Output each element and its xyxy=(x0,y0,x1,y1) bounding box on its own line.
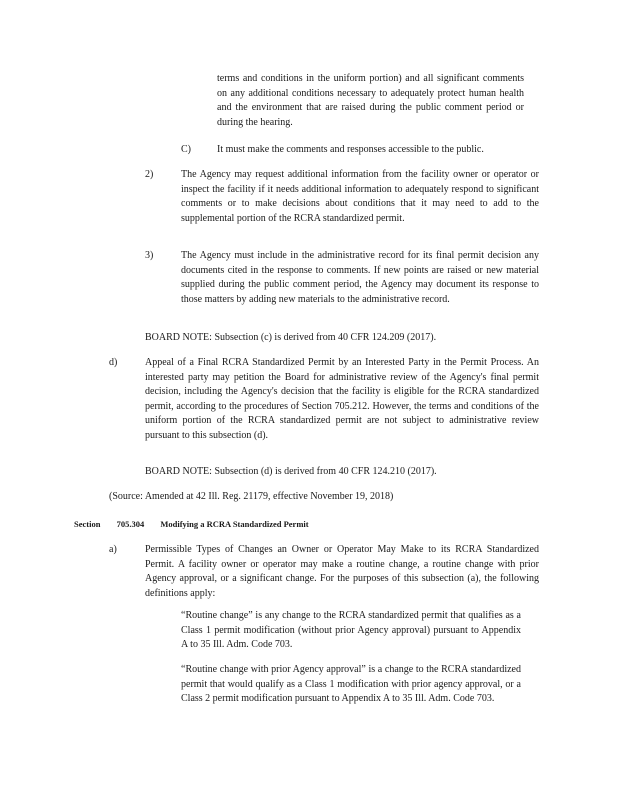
paragraph-continuation: terms and conditions in the uniform portion) and all significant comments on any additional conditions necessary to adequately protect human health and the environment that are raised during the public comment period or during the hearing. xyxy=(217,73,524,128)
definition-routine-change: “Routine change” is any change to the RCRA standardized permit that qualifies as a Class 1 permit modification (without prior Agency approval) pursuant to Appendix A to 35 Ill. Adm. Code 703. xyxy=(181,610,521,651)
definition-routine-change-prior-approval: “Routine change with prior Agency approval” is a change to the RCRA standardized permit that would qualify as a Class 1 modification with prior agency approval, or a Class 2 permit modification pursuant to Appendix A to 35 Ill. Adm. Code 703. xyxy=(181,664,521,705)
item-marker-d: d) xyxy=(109,357,118,368)
item-marker-C: C) xyxy=(181,144,191,155)
section-label: Section xyxy=(74,519,101,529)
item-C-text: It must make the comments and responses accessible to the public. xyxy=(217,144,484,155)
board-note-c: BOARD NOTE: Subsection (c) is derived from 40 CFR 124.209 (2017). xyxy=(145,332,437,343)
item-2-text: The Agency may request additional information from the facility owner or operator or inspect the facility if it needs additional information to adequately respond to significant comments or to make decisions about conditions that it may need to add to the supplemental portion of the RCRA standardized permit. xyxy=(181,169,539,224)
item-3-text: The Agency must include in the administrative record for its final permit decision any documents cited in the response to comments. If new points are raised or new material supplied during the public comment period, the Agency may document its response to those matters by adding new materials to the administrative record. xyxy=(181,250,539,305)
item-marker-2: 2) xyxy=(145,169,154,180)
section-title: Modifying a RCRA Standardized Permit xyxy=(160,519,309,529)
board-note-d: BOARD NOTE: Subsection (d) is derived from 40 CFR 124.210 (2017). xyxy=(145,466,437,477)
item-a-text: Permissible Types of Changes an Owner or Operator May Make to its RCRA Standardized Permit. A facility owner or operator may make a routine change, a routine change with prior Agency approval, or a significant change. For the purposes of this subsection (a), the following definitions apply: xyxy=(145,544,539,599)
item-marker-a: a) xyxy=(109,544,117,555)
item-d-text: Appeal of a Final RCRA Standardized Permit by an Interested Party in the Permit Process. An interested party may petition the Board for administrative review of the Agency's final permit decision, including the Agency's decision that the facility is eligible for the RCRA standardized permit, according to the procedures of Section 705.212. However, the terms and conditions of the uniform portion of the RCRA standardized permit are not subject to administrative review pursuant to this subsection (d). xyxy=(145,357,539,441)
section-number: 705.304 xyxy=(116,519,145,529)
section-heading xyxy=(74,517,309,532)
source-note: (Source: Amended at 42 Ill. Reg. 21179, effective November 19, 2018) xyxy=(109,491,394,502)
item-marker-3: 3) xyxy=(145,250,154,261)
